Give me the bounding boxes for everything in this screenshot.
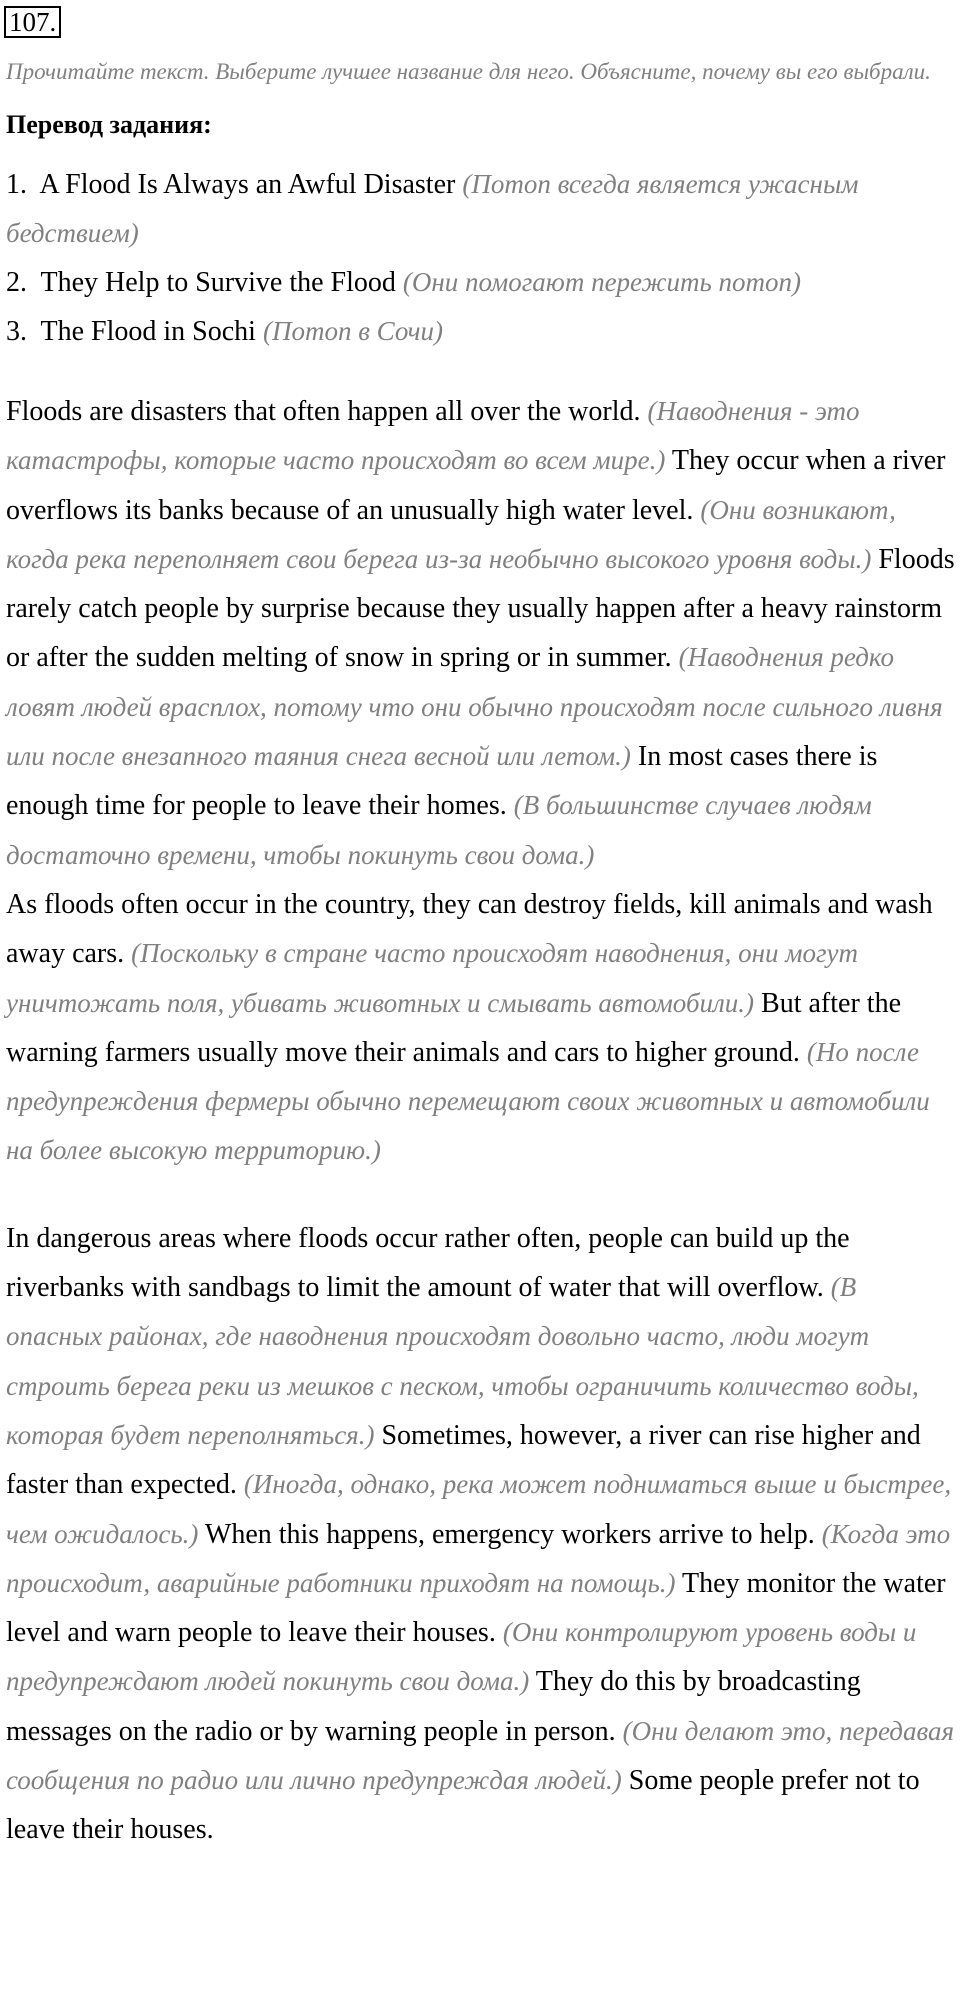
text-paragraph [6,1214,956,1855]
sentence-russian: (Наводнения редко ловят людей врасплох, потому что они обычно происходят после сильного ливня или после внезапного таяния снега весной или летом.) [6,642,943,772]
title-option [6,258,956,307]
option-number: 2. [6,267,27,298]
option-english: The Flood in Sochi [40,316,256,347]
sentence-russian: (Наводнения - это катастрофы, которые часто происходят во всем мире.) [6,396,860,476]
title-options-list [6,160,956,356]
sentence-english: As floods often occur in the country, they can destroy fields, kill animals and wash away cars. [6,888,933,970]
sentence-english: In dangerous areas where floods occur rather often, people can build up the riverbanks with sandbags to limit the amount of water that will overflow. [6,1222,850,1304]
option-russian: (Потоп в Сочи) [262,316,444,346]
text-paragraph [6,880,956,1176]
sentence-russian: (Они возникают, когда река переполняет свои берега из-за необычно высокого уровня воды.) [6,494,896,574]
option-number: 1. [6,169,27,200]
document-page [6,6,956,1855]
sentence-english: They do this by broadcasting messages on the radio or by warning people in person. [6,1666,861,1747]
exercise-number-box: 107. [4,6,61,38]
translation-heading: Перевод задания: [6,110,212,139]
option-number: 3. [6,316,27,347]
sentence-english: But after the warning farmers usually move their animals and cars to higher ground. [6,987,901,1068]
text-paragraph [6,387,956,880]
sentence-english: Sometimes, however, a river can rise higher and faster than expected. [6,1419,921,1501]
sentence-russian: (Иногда, однако, река может подниматься выше и быстрее, чем ожидалось.) [6,1469,952,1549]
title-option [6,307,956,356]
title-option [6,160,956,258]
sentence-russian: (Когда это происходит, аварийные работники приходят на помощь.) [6,1518,951,1598]
sentence-russian: (Они делают это, передавая сообщения по радио или лично предупреждая людей.) [6,1715,955,1796]
sentence-russian: (Поскольку в стране часто происходят наводнения, они могут уничтожать поля, убивать животных и смывать автомобили.) [6,938,858,1018]
sentence-english: In most cases there is enough time for people to leave their homes. [6,741,878,822]
option-russian: (Они помогают пережить потоп) [402,267,801,297]
sentence-english: They occur when a river overflows its banks because of an unusually high water level. [6,445,946,526]
sentence-english: They monitor the water level and warn people to leave their houses. [6,1567,946,1649]
option-english: A Flood Is Always an Awful Disaster [39,169,456,200]
sentence-russian: (Они контролируют уровень воды и предупреждают людей покинуть свои дома.) [6,1617,917,1697]
sentence-russian: (В большинстве случаев людям достаточно времени, чтобы покинуть свои дома.) [6,790,872,870]
sentence-russian: (Но после предупреждения фермеры обычно перемещают своих животных и автомобили на более высокую территорию.) [6,1036,930,1166]
sentence-english: Floods are disasters that often happen all over the world. [6,396,641,427]
task-instruction: Прочитайте текст. Выберите лучшее название для него. Объясните, почему вы его выбрали. [6,59,931,84]
exercise-number [6,6,956,38]
sentence-russian: (В опасных районах, где наводнения происходят довольно часто, люди могут строить берега реки из мешков с песком, чтобы ограничить количество воды, которая будет переполняться.) [6,1272,919,1450]
sentence-english: Some people prefer not to leave their houses. [6,1765,920,1846]
sentence-english: When this happens, emergency workers arrive to help. [204,1518,815,1550]
sentence-english: Floods rarely catch people by surprise because they usually happen after a heavy rainstorm or after the sudden melting of snow in spring or in summer. [6,543,955,674]
option-russian: (Потоп всегда является ужасным бедствием) [6,169,859,248]
option-english: They Help to Survive the Flood [40,267,396,298]
